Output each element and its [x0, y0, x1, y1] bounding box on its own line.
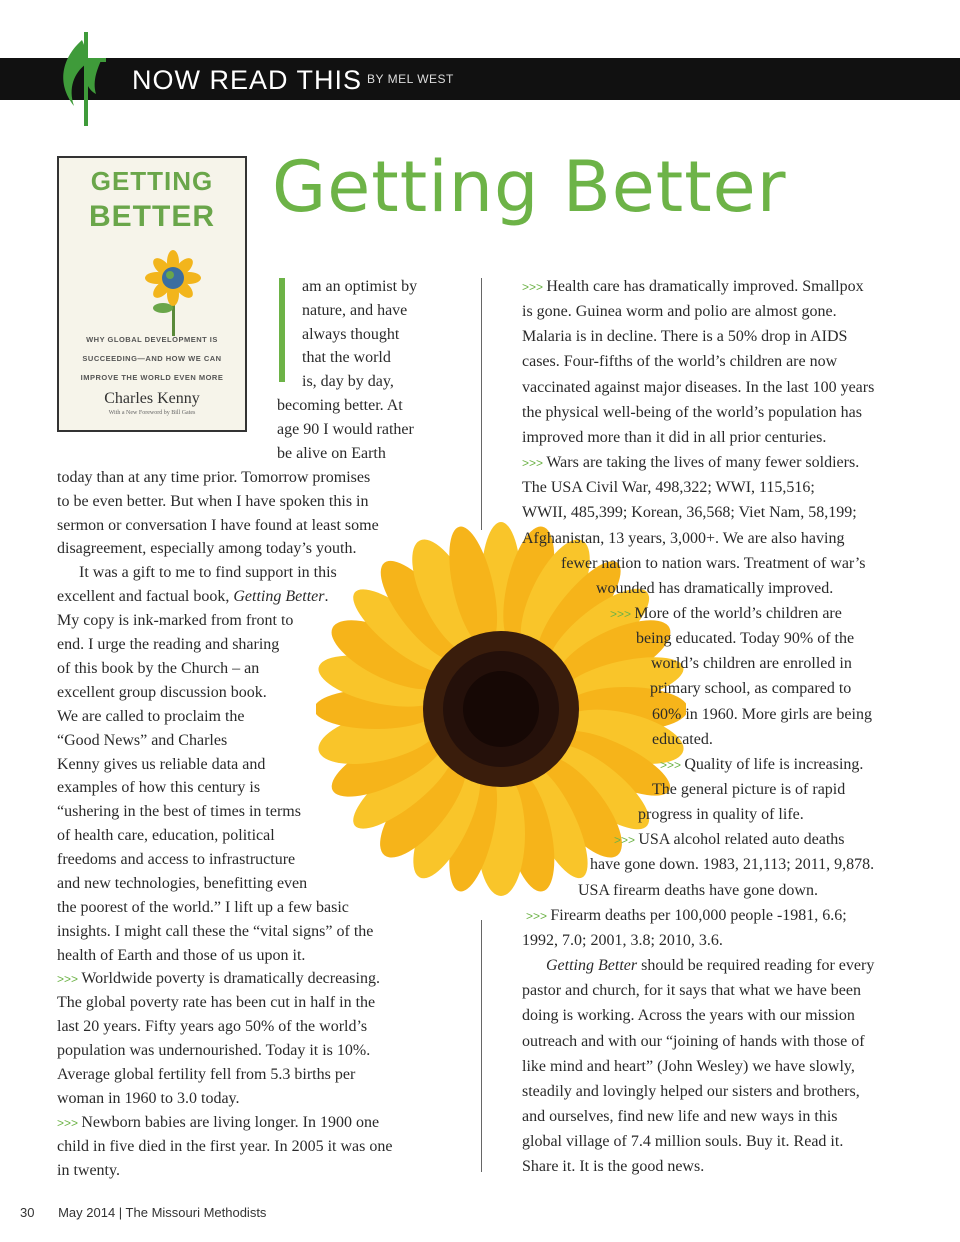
text-line: population was undernourished. Today it is 10%.	[57, 1042, 371, 1059]
text-line: today than at any time prior. Tomorrow promises	[57, 468, 371, 486]
text-line: Getting Better should be required reading for every	[546, 957, 875, 975]
text-line: freedoms and access to infrastructure	[57, 851, 296, 869]
text-line: that the world	[302, 349, 391, 367]
text-line: >>> Firearm deaths per 100,000 people -1981, 6.6;	[526, 906, 847, 924]
bullet-marker: >>>	[522, 280, 547, 294]
column-divider-bottom	[481, 920, 482, 1172]
text-line: Malaria is in decline. There is a 50% drop in AIDS	[522, 328, 848, 346]
byline: BY MEL WEST	[367, 72, 454, 86]
text-line: age 90 I would rather	[277, 420, 414, 438]
text-line: >>> More of the world’s children are	[610, 604, 842, 622]
text-line: last 20 years. Fifty years ago 50% of the world’s	[57, 1018, 368, 1035]
text-line: nature, and have	[302, 301, 408, 319]
bullet-marker: >>>	[522, 456, 547, 471]
text-line: wounded has dramatically improved.	[596, 579, 834, 597]
text-line: of health care, education, political	[57, 827, 275, 845]
text-line: end. I urge the reading and sharing	[57, 636, 280, 653]
cover-author: Charles Kenny	[104, 390, 200, 407]
text-line: of this book by the Church – an	[57, 659, 260, 677]
text-line: being educated. Today 90% of the	[636, 630, 855, 648]
text-line: and ourselves, find new life and new ways in this	[522, 1107, 838, 1125]
bullet-marker: >>>	[57, 972, 82, 986]
text-line: health of Earth and those of us upon it.	[57, 946, 306, 964]
text-line: world’s children are enrolled in	[651, 655, 852, 673]
bullet-marker: >>>	[614, 833, 639, 848]
footer	[20, 1205, 286, 1220]
text-line: >>> Worldwide poverty is dramatically decreasing.	[57, 970, 380, 987]
text-line: am an optimist by	[302, 278, 418, 295]
text-line: USA firearm deaths have gone down.	[578, 881, 818, 899]
column-divider-top	[481, 278, 482, 530]
text-line: is, day by day,	[302, 373, 394, 391]
text-line: “ushering in the best of times in terms	[57, 803, 301, 821]
sunflower-icon	[137, 246, 209, 336]
drop-cap-i	[279, 278, 285, 382]
cover-title-line1: GETTING	[90, 166, 214, 196]
text-line: the poorest of the world.” I lift up a few basic	[57, 898, 349, 916]
text-line: like mind and heart” (John Wesley) we have slowly,	[522, 1057, 855, 1075]
text-line: in twenty.	[57, 1162, 120, 1179]
text-line: >>> Wars are taking the lives of many fewer soldiers.	[522, 454, 860, 472]
text-line: cases. Four-fifths of the world’s children are now	[522, 353, 838, 371]
text-line: progress in quality of life.	[638, 806, 804, 824]
text-line: educated.	[652, 730, 713, 748]
text-line: My copy is ink-marked from front to	[57, 612, 294, 630]
text-line: >>> Newborn babies are living longer. In 1900 one	[57, 1114, 380, 1131]
text-line: outreach and with our “joining of hands with those of	[522, 1032, 865, 1050]
page-number: 30	[20, 1205, 35, 1220]
text-line: Share it. It is the good news.	[522, 1158, 705, 1176]
text-line: insights. I might call these the “vital signs” of the	[57, 922, 374, 940]
text-line: Kenny gives us reliable data and	[57, 755, 266, 773]
text-line: >>> Quality of life is increasing.	[660, 755, 864, 773]
text-line: excellent and factual book, Getting Better.	[57, 588, 329, 606]
text-line: steadily and lovingly helped our sisters and brothers,	[522, 1082, 860, 1100]
text-line: becoming better. At	[277, 397, 403, 414]
text-line: woman in 1960 to 3.0 today.	[57, 1090, 240, 1107]
text-line: The global poverty rate has been cut in half in the	[57, 994, 376, 1011]
bullet-marker: >>>	[660, 757, 685, 772]
text-line: Average global fertility fell from 5.3 births per	[57, 1066, 356, 1083]
text-line: 60% in 1960. More girls are being	[652, 705, 872, 723]
text-line: the physical well-being of the world’s population has	[522, 403, 862, 421]
text-line: have gone down. 1983, 21,113; 2011, 9,878.	[590, 856, 875, 874]
cover-subtitle: WHY GLOBAL DEVELOPMENT IS SUCCEEDING—AND HOW WE CAN IMPROVE THE WORLD EVEN MORE	[80, 335, 224, 382]
text-line: WWII, 485,399; Korean, 36,568; Viet Nam, 58,199;	[522, 504, 857, 522]
text-line: It was a gift to me to find support in this	[79, 564, 337, 582]
text-line: We are called to proclaim the	[57, 707, 245, 725]
text-line: and new technologies, benefitting even	[57, 875, 308, 892]
text-line: vaccinated against major diseases. In the last 100 years	[522, 378, 875, 396]
article-headline: Getting Better	[272, 146, 787, 228]
bullet-marker: >>>	[610, 606, 635, 621]
text-line: global village of 7.4 million souls. Buy it. Read it.	[522, 1133, 844, 1151]
text-line: pastor and church, for it says that what we have been	[522, 982, 861, 1000]
text-line: “Good News” and Charles	[57, 731, 228, 749]
text-line: be alive on Earth	[277, 444, 386, 462]
text-line: child in five died in the first year. In 2005 it was one	[57, 1138, 393, 1155]
section-title: NOW READ THIS	[132, 65, 363, 95]
bullet-marker: >>>	[57, 1116, 82, 1130]
text-line: >>> USA alcohol related auto deaths	[614, 831, 845, 849]
text-line: doing is working. Across the years with our mission	[522, 1007, 855, 1025]
text-line: The USA Civil War, 498,322; WWI, 115,516;	[522, 479, 815, 497]
text-line: The general picture is of rapid	[652, 781, 846, 798]
cover-foreword: With a New Foreword by Bill Gates	[108, 410, 196, 416]
text-line: Afghanistan, 13 years, 3,000+. We are also having	[522, 529, 845, 547]
text-line: excellent group discussion book.	[57, 683, 267, 701]
text-line: primary school, as compared to	[650, 680, 852, 698]
cover-title-line2: BETTER	[89, 200, 215, 233]
text-line: examples of how this century is	[57, 779, 261, 797]
issue-label: May 2014 | The Missouri Methodists	[58, 1205, 267, 1220]
text-line: 1992, 7.0; 2001, 3.8; 2010, 3.6.	[522, 931, 723, 949]
text-line: to be even better. But when I have spoken this in	[57, 492, 369, 510]
text-line: improved more than it did in all prior centuries.	[522, 428, 827, 446]
text-line: is gone. Guinea worm and polio are almost gone.	[522, 303, 837, 321]
text-line: >>> Health care has dramatically improved. Smallpox	[522, 278, 864, 295]
text-line: sermon or conversation I have found at least some	[57, 516, 379, 534]
cross-and-flame-icon	[52, 28, 122, 128]
text-line: fewer nation to nation wars. Treatment of war’s	[561, 554, 866, 572]
text-line: disagreement, especially among today’s youth.	[57, 540, 357, 558]
bullet-marker: >>>	[526, 908, 551, 923]
text-line: always thought	[302, 325, 400, 343]
book-cover	[57, 156, 247, 432]
